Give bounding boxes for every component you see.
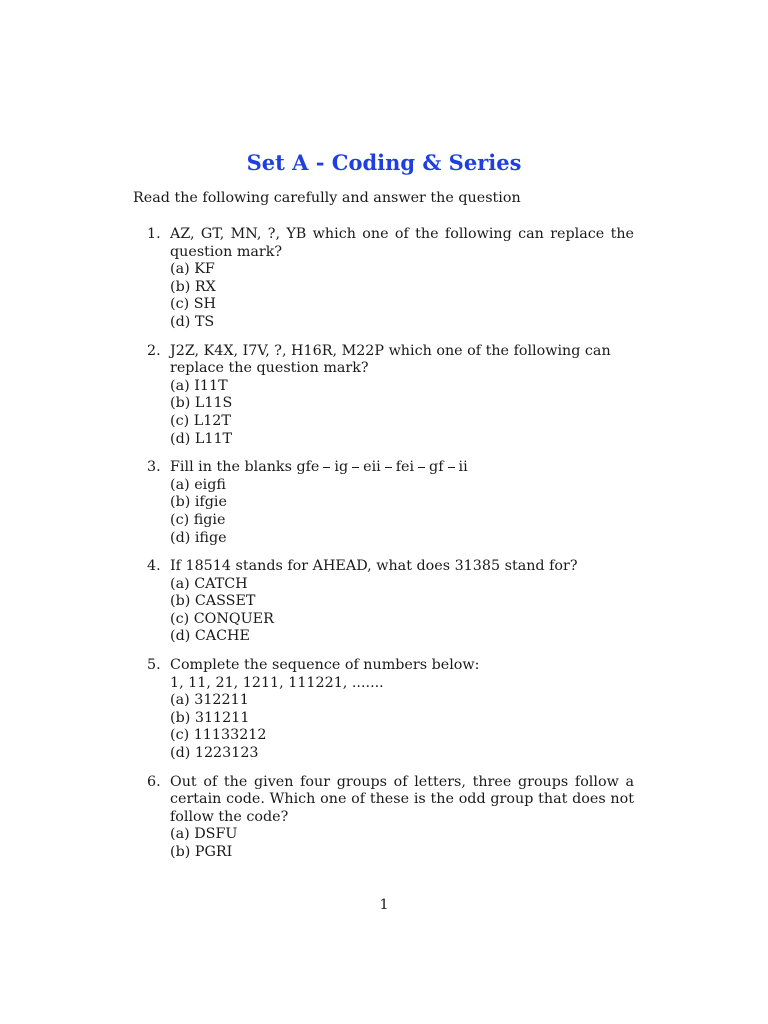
question-text-part: fei bbox=[395, 459, 415, 476]
question-6 bbox=[147, 774, 634, 862]
option-d: (d) ifige bbox=[170, 529, 227, 546]
question-list bbox=[147, 226, 634, 873]
question-number: 1. bbox=[147, 226, 161, 242]
option-a: (a) CATCH bbox=[170, 575, 248, 592]
question-1 bbox=[147, 226, 634, 332]
question-number: 4. bbox=[147, 558, 161, 575]
option-a: (a) eigfi bbox=[170, 476, 226, 493]
question-text: If 18514 stands for AHEAD, what does 31385 stand for? bbox=[170, 558, 578, 575]
page-number: 1 bbox=[379, 897, 389, 913]
option-c: (c) SH bbox=[170, 296, 216, 313]
option-b: (b) PGRI bbox=[170, 844, 233, 860]
option-b: (b) CASSET bbox=[170, 593, 256, 610]
option-b: (b) ifgie bbox=[170, 494, 227, 511]
question-5 bbox=[147, 657, 634, 763]
question-text-part: eii bbox=[363, 459, 381, 476]
question-text: Out of the given four groups of letters, three groups follow a certain code. Which one of these is the odd group that does not follow the code? bbox=[170, 773, 634, 825]
option-d: (d) 1223123 bbox=[170, 745, 259, 762]
instructions: Read the following carefully and answer the question bbox=[133, 190, 521, 206]
option-a: (a) I11T bbox=[170, 377, 228, 394]
option-d: (d) TS bbox=[170, 313, 215, 330]
question-text: AZ, GT, MN, ?, YB which one of the following can replace the question mark? bbox=[170, 226, 634, 260]
question-number: 6. bbox=[147, 773, 161, 790]
question-text-part: ii bbox=[458, 459, 468, 476]
option-c: (c) 11133212 bbox=[170, 727, 267, 744]
number-sequence: 1, 11, 21, 1211, 111221, ....... bbox=[170, 674, 384, 691]
blank-line bbox=[352, 467, 359, 468]
question-text: J2Z, K4X, I7V, ?, H16R, M22P which one of the following can replace the question mark? bbox=[170, 342, 611, 377]
option-b: (b) RX bbox=[170, 278, 216, 295]
option-c: (c) CONQUER bbox=[170, 610, 274, 627]
blank-line bbox=[448, 467, 455, 468]
question-number: 5. bbox=[147, 657, 161, 674]
blank-line bbox=[323, 467, 330, 468]
question-text-part: ig bbox=[334, 459, 349, 476]
question-number: 3. bbox=[147, 459, 161, 476]
option-d: (d) CACHE bbox=[170, 628, 250, 645]
page-title: Set A - Coding & Series bbox=[246, 150, 522, 175]
question-4 bbox=[147, 558, 634, 646]
option-c: (c) figie bbox=[170, 511, 226, 528]
option-a: (a) 312211 bbox=[170, 692, 249, 709]
question-3 bbox=[147, 459, 634, 547]
question-text-part: gf bbox=[429, 459, 444, 476]
question-2 bbox=[147, 343, 634, 449]
question-text bbox=[170, 459, 634, 477]
blank-line bbox=[418, 467, 425, 468]
option-b: (b) L11S bbox=[170, 395, 233, 412]
option-c: (c) L12T bbox=[170, 412, 231, 429]
question-text-part: Fill in the blanks gfe bbox=[170, 459, 320, 476]
option-a: (a) KF bbox=[170, 261, 215, 278]
option-d: (d) L11T bbox=[170, 430, 233, 447]
question-number: 2. bbox=[147, 342, 161, 359]
option-a: (a) DSFU bbox=[170, 826, 238, 843]
blank-line bbox=[385, 467, 392, 468]
question-text: Complete the sequence of numbers below: bbox=[170, 657, 480, 674]
option-b: (b) 311211 bbox=[170, 709, 250, 726]
